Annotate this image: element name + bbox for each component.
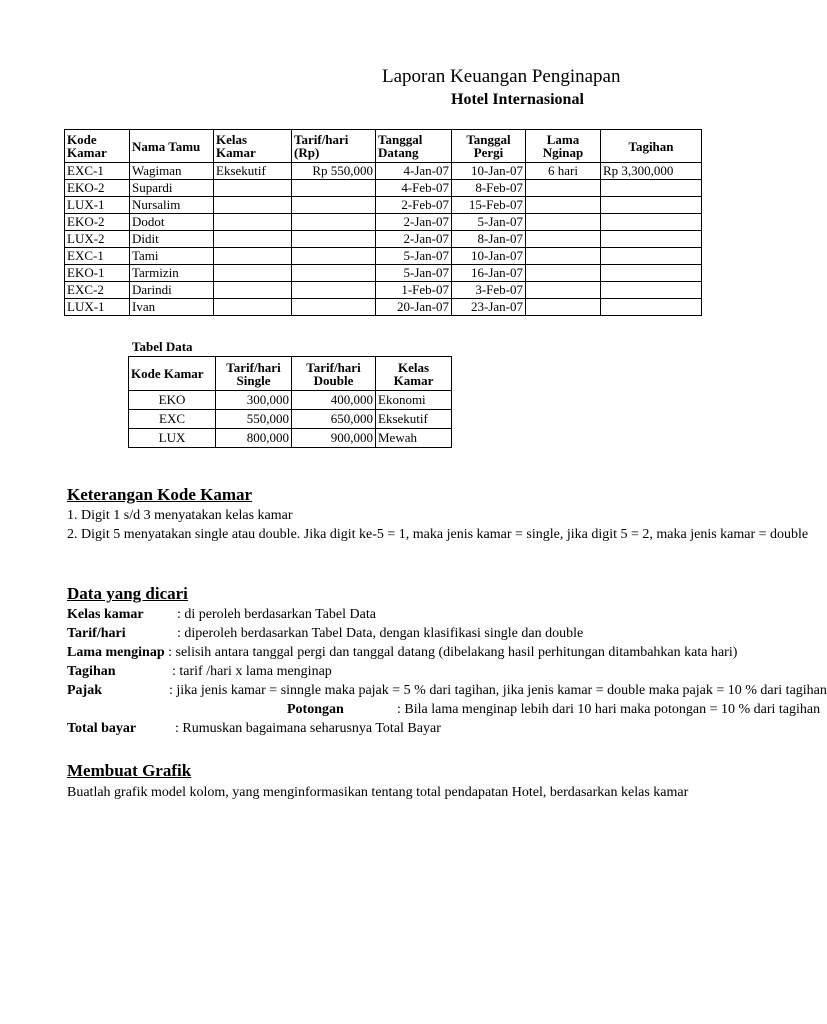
- cell-lama: [526, 197, 601, 214]
- header-tagihan: Tagihan: [601, 130, 702, 163]
- cell-pergi: 8-Jan-07: [452, 231, 526, 248]
- cell-kode: EXC-1: [65, 248, 130, 265]
- report-title: Laporan Keuangan Penginapan: [382, 66, 621, 87]
- cell-tarif: Rp 550,000: [292, 163, 376, 180]
- cell-kelas: [214, 248, 292, 265]
- data-dicari-heading: Data yang dicari: [67, 584, 188, 603]
- cell-tagihan: [601, 299, 702, 316]
- table-row: [65, 265, 702, 282]
- item-potongan: Potongan : Bila lama menginap lebih dari 10 hari maka potongan = 10 % dari tagihan: [287, 702, 821, 717]
- header-kode-kamar: Kode Kamar: [65, 130, 130, 163]
- report-subtitle: Hotel Internasional: [451, 91, 584, 108]
- cell-pergi: 10-Jan-07: [452, 163, 526, 180]
- cell-kode: LUX-1: [65, 299, 130, 316]
- cell-pergi: 3-Feb-07: [452, 282, 526, 299]
- table-row: [65, 231, 702, 248]
- cell-datang: 4-Feb-07: [376, 180, 452, 197]
- header-nama-tamu: Nama Tamu: [130, 130, 214, 163]
- cell-kelas: [214, 180, 292, 197]
- ref-cell-kode: EXC: [129, 410, 216, 429]
- cell-datang: 5-Jan-07: [376, 265, 452, 282]
- cell-datang: 5-Jan-07: [376, 248, 452, 265]
- cell-datang: 4-Jan-07: [376, 163, 452, 180]
- table-row: [129, 391, 452, 410]
- cell-datang: 20-Jan-07: [376, 299, 452, 316]
- cell-kode: EKO-2: [65, 214, 130, 231]
- cell-tarif: [292, 214, 376, 231]
- cell-nama: Wagiman: [130, 163, 214, 180]
- ref-cell-single: 550,000: [216, 410, 292, 429]
- cell-tagihan: [601, 248, 702, 265]
- cell-kelas: Eksekutif: [214, 163, 292, 180]
- cell-pergi: 15-Feb-07: [452, 197, 526, 214]
- cell-nama: Supardi: [130, 180, 214, 197]
- table-row: [129, 429, 452, 448]
- cell-tagihan: [601, 282, 702, 299]
- cell-datang: 1-Feb-07: [376, 282, 452, 299]
- cell-kode: EKO-1: [65, 265, 130, 282]
- cell-kelas: [214, 214, 292, 231]
- tabel-data: [128, 356, 452, 448]
- cell-tagihan: [601, 180, 702, 197]
- cell-lama: [526, 265, 601, 282]
- cell-pergi: 23-Jan-07: [452, 299, 526, 316]
- cell-lama: [526, 248, 601, 265]
- item-pajak: Pajak : jika jenis kamar = sinngle maka pajak = 5 % dari tagihan, jika jenis kamar = double maka pajak = 10 % dari tagihan: [67, 683, 827, 698]
- ref-header-single: Tarif/hari Single: [216, 357, 292, 391]
- table-row: [65, 214, 702, 231]
- grafik-heading: Membuat Grafik: [67, 761, 192, 780]
- ref-cell-kode: LUX: [129, 429, 216, 448]
- ref-cell-double: 900,000: [292, 429, 376, 448]
- header-kelas-kamar: Kelas Kamar: [214, 130, 292, 163]
- cell-tagihan: [601, 265, 702, 282]
- cell-lama: 6 hari: [526, 163, 601, 180]
- table-row: [65, 197, 702, 214]
- cell-tagihan: [601, 231, 702, 248]
- cell-nama: Dodot: [130, 214, 214, 231]
- cell-kelas: [214, 231, 292, 248]
- ref-cell-kode: EKO: [129, 391, 216, 410]
- cell-pergi: 8-Feb-07: [452, 180, 526, 197]
- table-row: [65, 180, 702, 197]
- cell-lama: [526, 282, 601, 299]
- cell-tarif: [292, 180, 376, 197]
- ref-cell-kelas: Ekonomi: [376, 391, 452, 410]
- item-tagihan: Tagihan : tarif /hari x lama menginap: [67, 664, 332, 679]
- cell-tarif: [292, 282, 376, 299]
- ref-cell-kelas: Eksekutif: [376, 410, 452, 429]
- table-row: [65, 299, 702, 316]
- cell-datang: 2-Jan-07: [376, 231, 452, 248]
- cell-nama: Tarmizin: [130, 265, 214, 282]
- cell-nama: Nursalim: [130, 197, 214, 214]
- ref-cell-double: 650,000: [292, 410, 376, 429]
- main-table: [64, 129, 702, 316]
- cell-lama: [526, 214, 601, 231]
- cell-kode: EKO-2: [65, 180, 130, 197]
- item-kelas-kamar: Kelas kamar : di peroleh berdasarkan Tabel Data: [67, 607, 376, 622]
- tabel-data-label: Tabel Data: [132, 339, 193, 354]
- cell-nama: Didit: [130, 231, 214, 248]
- cell-kelas: [214, 197, 292, 214]
- cell-tagihan: Rp 3,300,000: [601, 163, 702, 180]
- table-row: [65, 163, 702, 180]
- cell-lama: [526, 231, 601, 248]
- cell-lama: [526, 180, 601, 197]
- cell-tarif: [292, 231, 376, 248]
- cell-kelas: [214, 265, 292, 282]
- header-tanggal-pergi: Tanggal Pergi: [452, 130, 526, 163]
- ref-header-kelas: Kelas Kamar: [376, 357, 452, 391]
- item-tarif-hari: Tarif/hari : diperoleh berdasarkan Tabel Data, dengan klasifikasi single dan double: [67, 626, 584, 641]
- cell-tarif: [292, 299, 376, 316]
- cell-tarif: [292, 265, 376, 282]
- table-row: [65, 282, 702, 299]
- cell-kode: LUX-2: [65, 231, 130, 248]
- table-row: [129, 410, 452, 429]
- cell-kelas: [214, 282, 292, 299]
- grafik-text: Buatlah grafik model kolom, yang menginformasikan tentang total pendapatan Hotel, berdasarkan kelas kamar: [67, 785, 689, 800]
- cell-kelas: [214, 299, 292, 316]
- cell-nama: Ivan: [130, 299, 214, 316]
- cell-tarif: [292, 248, 376, 265]
- table-row: [65, 248, 702, 265]
- cell-lama: [526, 299, 601, 316]
- item-total-bayar: Total bayar : Rumuskan bagaimana seharusnya Total Bayar: [67, 721, 441, 736]
- ref-cell-kelas: Mewah: [376, 429, 452, 448]
- cell-kode: LUX-1: [65, 197, 130, 214]
- cell-datang: 2-Jan-07: [376, 214, 452, 231]
- cell-nama: Darindi: [130, 282, 214, 299]
- ref-header-kode: Kode Kamar: [129, 357, 216, 391]
- cell-pergi: 10-Jan-07: [452, 248, 526, 265]
- cell-pergi: 16-Jan-07: [452, 265, 526, 282]
- header-tarif: Tarif/hari (Rp): [292, 130, 376, 163]
- cell-datang: 2-Feb-07: [376, 197, 452, 214]
- cell-kode: EXC-1: [65, 163, 130, 180]
- header-tanggal-datang: Tanggal Datang: [376, 130, 452, 163]
- ref-cell-single: 300,000: [216, 391, 292, 410]
- cell-pergi: 5-Jan-07: [452, 214, 526, 231]
- cell-kode: EXC-2: [65, 282, 130, 299]
- ref-header-double: Tarif/hari Double: [292, 357, 376, 391]
- header-lama-nginap: Lama Nginap: [526, 130, 601, 163]
- keterangan-heading: Keterangan Kode Kamar: [67, 485, 253, 504]
- cell-nama: Tami: [130, 248, 214, 265]
- cell-tagihan: [601, 214, 702, 231]
- item-lama-menginap: Lama menginap : selisih antara tanggal pergi dan tanggal datang (dibelakang hasil perhitungan ditambahkan kata hari): [67, 645, 738, 660]
- cell-tarif: [292, 197, 376, 214]
- ref-cell-double: 400,000: [292, 391, 376, 410]
- ref-cell-single: 800,000: [216, 429, 292, 448]
- cell-tagihan: [601, 197, 702, 214]
- keterangan-line-2: 2. Digit 5 menyatakan single atau double. Jika digit ke-5 = 1, maka jenis kamar = single, jika digit 5 = 2, maka jenis kamar = double: [67, 527, 809, 542]
- keterangan-line-1: 1. Digit 1 s/d 3 menyatakan kelas kamar: [67, 508, 293, 523]
